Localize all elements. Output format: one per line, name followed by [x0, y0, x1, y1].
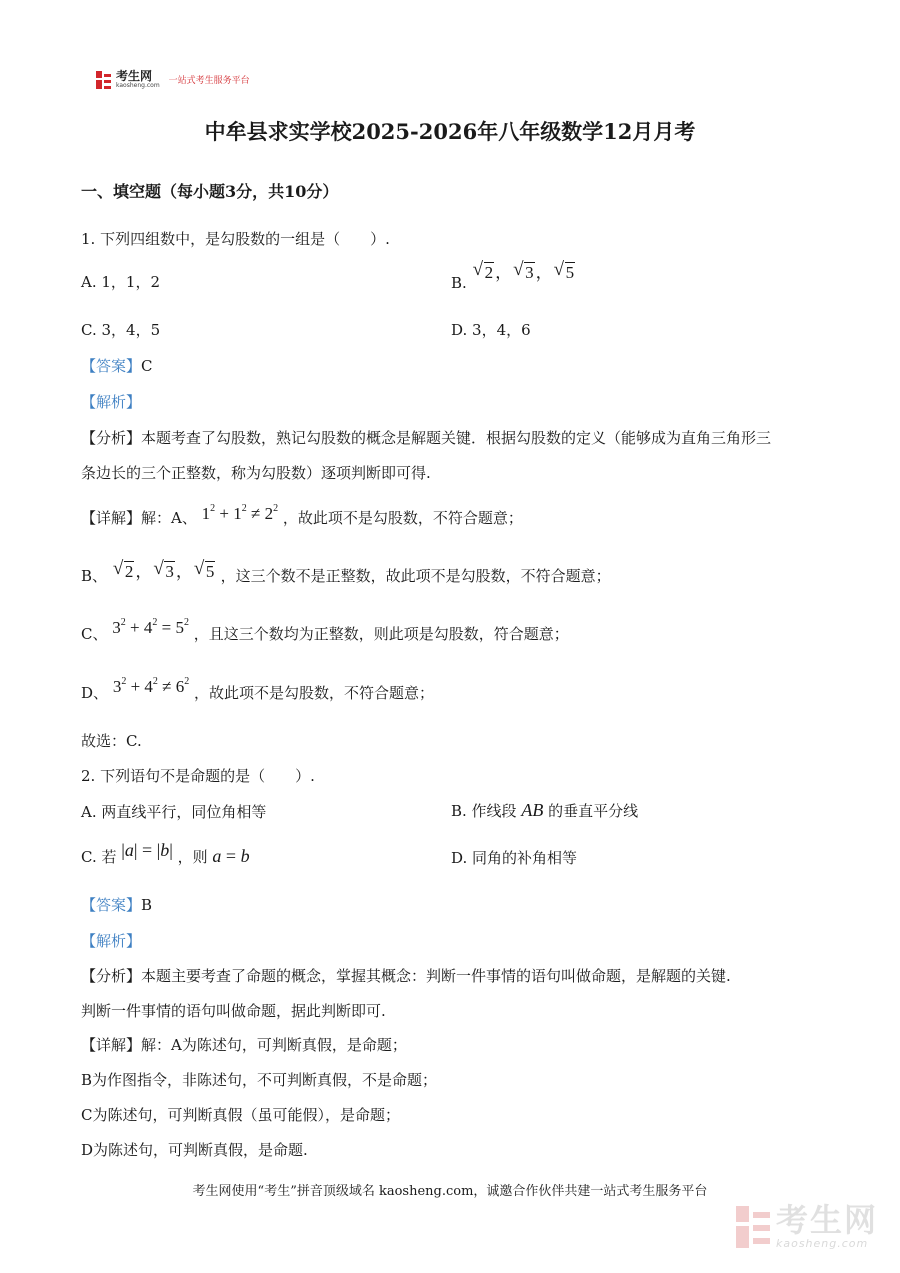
- fenxi-tag: 【分析】: [81, 967, 142, 985]
- watermark-name: 考生网: [775, 1201, 878, 1239]
- kaosheng-logo-icon: [96, 71, 111, 89]
- answer-value: C: [141, 357, 153, 375]
- detail-d-math: $3^2 + 4^2 \ne 6^2$: [112, 676, 190, 696]
- page-title: 中牟县求实学校2025-2026年八年级数学12月月考: [204, 119, 696, 144]
- q2-option-b-prefix: B. 作线段: [451, 802, 517, 820]
- q2-answer: [81, 895, 152, 915]
- detail-b-suffix: ，这三个数不是正整数，故此项不是勾股数，不符合题意；: [220, 567, 611, 585]
- q2-option-d: D. 同角的补角相等: [451, 849, 578, 867]
- q1-option-d: D. 3，4，6: [451, 321, 531, 339]
- answer-value: B: [141, 896, 153, 914]
- watermark-logo-icon: [736, 1206, 770, 1248]
- q1-option-b-label: B.: [451, 274, 467, 292]
- detail-d-prefix: D、: [81, 684, 109, 702]
- q2-option-c: [81, 840, 250, 867]
- site-logo[interactable]: [96, 70, 250, 89]
- detail-a-math: $1^2 + 1^2 \ne 2^2$: [201, 503, 279, 523]
- q1-detail-d: [81, 676, 435, 703]
- q1-answer: [81, 356, 153, 376]
- q2-option-b-suffix: 的垂直平分线: [548, 802, 639, 820]
- q2-option-b-math: AB: [521, 800, 544, 820]
- q2-stem: 2. 下列语句不是命题的是（ ）.: [81, 767, 315, 785]
- q1-option-b-math: √ 2 ，√ 3 ，√ 5: [472, 263, 577, 282]
- q1-detail-c: [81, 617, 569, 644]
- detail-a-suffix: ，故此项不是勾股数，不符合题意；: [282, 509, 523, 527]
- q2-option-c-math2: a = b: [212, 846, 250, 866]
- detail-d-suffix: ，故此项不是勾股数，不符合题意；: [194, 684, 435, 702]
- fenxi-text: 本题考查了勾股数，熟记勾股数的概念是解题关键．根据勾股数的定义（能够成为直角三角形三: [141, 429, 772, 447]
- q2-option-c-mid: ，则: [177, 848, 208, 866]
- detail-c-suffix: ，且这三个数均为正整数，则此项是勾股数，符合题意；: [193, 625, 569, 643]
- q1-option-a: A. 1，1，2: [81, 273, 160, 291]
- detail-b-prefix: B、: [81, 567, 108, 585]
- detail-b-math: √ 2 ，√ 3 ，√ 5: [112, 562, 221, 581]
- q1-fenxi-line1: [81, 428, 771, 448]
- watermark-logo: [736, 1203, 878, 1250]
- detail-c-prefix: C、: [81, 625, 108, 643]
- detail-tag: 【详解】: [81, 1036, 142, 1054]
- q2-fenxi-line2: 判断一件事情的语句叫做命题，据此判断即可.: [81, 1002, 386, 1020]
- q2-option-b: [451, 800, 638, 821]
- fenxi-text: 本题主要考查了命题的概念，掌握其概念：判断一件事情的语句叫做命题，是解题的关键.: [141, 967, 731, 985]
- q2-fenxi-line1: [81, 966, 731, 986]
- logo-domain: kaosheng.com: [116, 82, 160, 89]
- watermark-domain: kaosheng.com: [775, 1237, 869, 1250]
- q2-detail-a: [81, 1035, 407, 1055]
- q2-option-a: A. 两直线平行，同位角相等: [81, 803, 267, 821]
- logo-name: 考生网: [116, 69, 153, 83]
- fenxi-tag: 【分析】: [81, 429, 142, 447]
- logo-slogan: 一站式考生服务平台: [168, 76, 250, 86]
- q1-analysis-tag: 【解析】: [81, 393, 142, 411]
- detail-a-prefix: 解：A、: [141, 509, 197, 527]
- answer-tag: 【答案】: [81, 357, 142, 375]
- q1-detail-a: [81, 503, 523, 528]
- q2-detail-d: D为陈述句，可判断真假，是命题.: [81, 1141, 308, 1159]
- q2-detail-b: B为作图指令，非陈述句，不可判断真假，不是命题；: [81, 1071, 438, 1089]
- section-heading: 一、填空题（每小题3分，共10分）: [81, 182, 339, 201]
- q1-fenxi-line2: 条边长的三个正整数，称为勾股数）逐项判断即可得.: [81, 464, 431, 482]
- footer-text: 考生网使用“考生”拼音顶级域名 kaosheng.com，诚邀合作伙伴共建一站式考生服务平台: [192, 1184, 708, 1199]
- q2-option-c-prefix: C. 若: [81, 848, 117, 866]
- answer-tag: 【答案】: [81, 896, 142, 914]
- detail-a-text: 解：A为陈述句，可判断真假，是命题；: [141, 1036, 407, 1054]
- q2-option-c-math1: |a| = |b|: [121, 840, 173, 860]
- detail-tag: 【详解】: [81, 509, 142, 527]
- q2-detail-c: C为陈述句，可判断真假（虽可能假），是命题；: [81, 1106, 400, 1124]
- q1-detail-b: [81, 562, 611, 586]
- q1-stem: 1. 下列四组数中，是勾股数的一组是（ ）.: [81, 230, 390, 248]
- detail-c-math: $3^2 + 4^2 = 5^2$: [112, 617, 189, 637]
- q1-option-b: [451, 263, 576, 292]
- q1-option-c: C. 3，4，5: [81, 321, 161, 339]
- q1-conclusion: 故选：C.: [81, 732, 142, 750]
- q2-analysis-tag: 【解析】: [81, 932, 142, 950]
